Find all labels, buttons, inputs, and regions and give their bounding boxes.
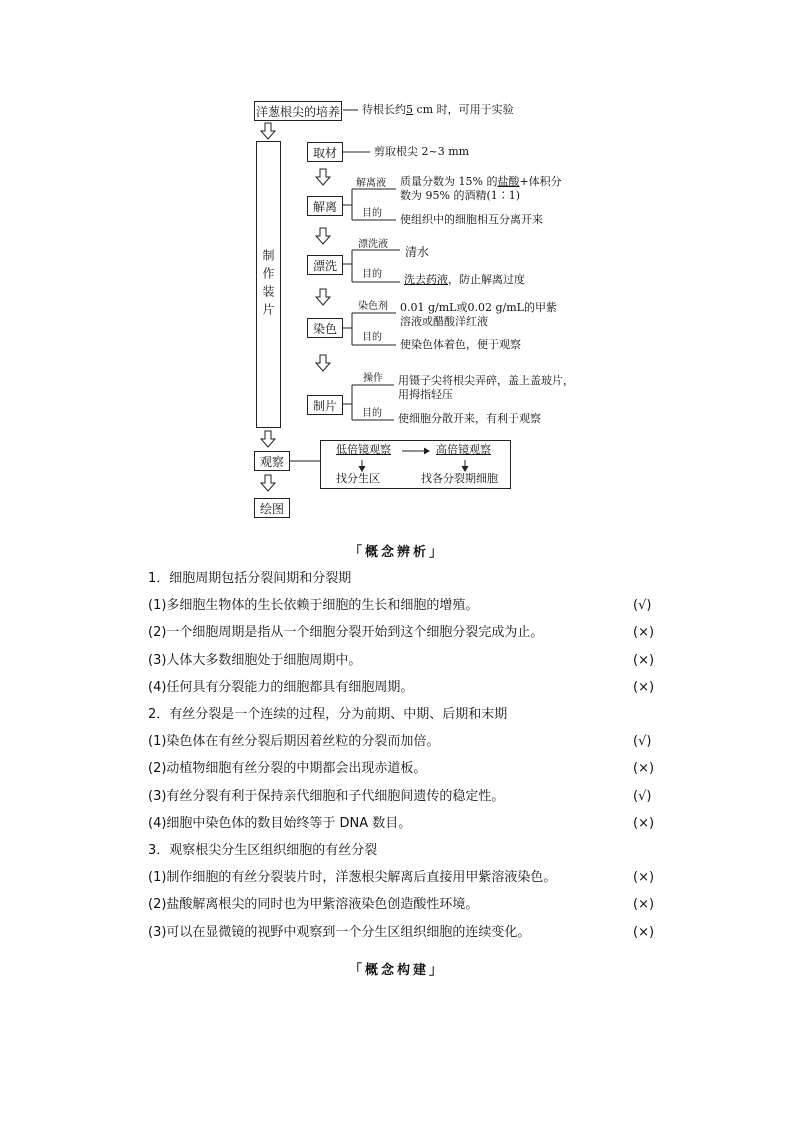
staining-purpose: 使染色体着色，便于观察: [400, 338, 521, 351]
low-power-task: 找分生区: [336, 472, 380, 485]
dissociation-liquid-tag: 解离液: [356, 178, 386, 189]
staining-purpose-tag: 目的: [362, 332, 382, 343]
judgement-mark: (×): [633, 815, 655, 831]
low-power-observation: 低倍镜观察: [336, 443, 391, 456]
judgement-mark: (√): [633, 598, 652, 614]
step-sampling-box: [307, 142, 343, 162]
statement-item: (3)人体大多数细胞处于细胞周期中。: [148, 652, 362, 668]
dissociation-purpose-tag: 目的: [362, 208, 382, 219]
group-title: 1．细胞周期包括分裂间期和分裂期: [148, 571, 352, 586]
statement-item: (2)盐酸解离根尖的同时也为甲紫溶液染色创造酸性环境。: [148, 897, 479, 913]
statement-item: (4)细胞中染色体的数目始终等于 DNA 数目。: [148, 815, 412, 831]
step-mounting-box: [307, 395, 343, 415]
judgement-mark: (×): [633, 897, 655, 913]
statement-item: (1)多细胞生物体的生长依赖于细胞的生长和细胞的增殖。: [148, 598, 479, 614]
draw-label: 绘图: [259, 501, 284, 516]
down-arrow-icon: [316, 289, 330, 305]
staining-liquid-line1: 0.01 g/mL或0.02 g/mL的甲紫: [400, 301, 557, 314]
step-rinsing-box: [307, 255, 343, 275]
draw-box: [254, 498, 290, 518]
mounting-op-line1: 用镊子尖将根尖弄碎，盖上盖玻片，: [398, 374, 574, 387]
high-power-observation: 高倍镜观察: [436, 443, 491, 456]
staining-liquid-tag: 染色剂: [358, 301, 388, 312]
culture-label: 洋葱根尖的培养: [255, 104, 340, 119]
mounting-op-line2: 用拇指轻压: [398, 388, 453, 401]
staining-liquid-line2: 溶液或醋酸洋红液: [400, 315, 488, 328]
rinsing-liquid: 清水: [405, 245, 430, 259]
statement-item: (2)一个细胞周期是指从一个细胞分裂开始到这个细胞分裂完成为止。: [148, 625, 544, 641]
step-rinsing-label: 漂洗: [312, 258, 337, 273]
judgement-mark: (×): [633, 924, 655, 940]
judgement-mark: (×): [633, 652, 655, 668]
down-arrow-icon: [261, 475, 275, 491]
down-arrow-icon: [261, 123, 275, 139]
down-arrow-icon: [316, 169, 330, 185]
mounting-purpose-tag: 目的: [362, 408, 382, 419]
rinsing-purpose-tag: 目的: [362, 269, 382, 280]
step-staining-label: 染色: [312, 321, 337, 336]
dissociation-liquid-line1: 质量分数为 15% 的盐酸+体积分: [400, 175, 562, 188]
statement-item: (4)任何具有分裂能力的细胞都具有细胞周期。: [148, 679, 414, 695]
down-arrow-icon: [261, 431, 275, 447]
step-mounting-label: 制片: [312, 398, 337, 413]
judgement-mark: (×): [633, 679, 655, 695]
group-title: 3．观察根尖分生区组织细胞的有丝分裂: [148, 843, 378, 858]
statement-item: (1)制作细胞的有丝分裂装片时，洋葱根尖解离后直接用甲紫溶液染色。: [148, 870, 557, 886]
making-slide-box: [256, 141, 281, 428]
culture-note: 待根长约5 cm 时，可用于实验: [362, 103, 514, 116]
judgement-mark: (×): [633, 870, 655, 886]
making-slide-label: 制作装片: [261, 248, 275, 321]
mounting-op-tag: 操作: [363, 373, 383, 384]
dissociation-purpose: 使组织中的细胞相互分离开来: [400, 213, 543, 226]
culture-box: [254, 101, 342, 121]
statement-item: (2)动植物细胞有丝分裂的中期都会出现赤道板。: [148, 761, 427, 777]
mounting-purpose: 使细胞分散开来，有利于观察: [398, 412, 541, 425]
rinsing-purpose: 洗去药液，防止解离过度: [404, 273, 525, 286]
judgement-mark: (√): [633, 734, 652, 750]
dissociation-liquid-line2: 数为 95% 的酒精(1∶1): [400, 189, 521, 202]
down-arrow-icon: [316, 228, 330, 244]
step-sampling-label: 取材: [312, 145, 337, 160]
section-heading-concept-analysis: 「概念辨析」: [348, 545, 445, 560]
statement-item: (1)染色体在有丝分裂后期因着丝粒的分裂而加倍。: [148, 734, 440, 750]
rinsing-liquid-tag: 漂洗液: [358, 239, 388, 250]
observe-box: [254, 451, 290, 471]
section-heading-concept-construction: 「概念构建」: [348, 963, 445, 978]
judgement-mark: (×): [633, 761, 655, 777]
observe-label: 观察: [259, 454, 284, 469]
step-staining-box: [307, 318, 343, 338]
step-sampling-note: 剪取根尖 2~3 mm: [374, 145, 470, 158]
statement-item: (3)有丝分裂有利于保持亲代细胞和子代细胞间遗传的稳定性。: [148, 788, 505, 804]
down-arrow-icon: [316, 355, 330, 371]
group-title: 2．有丝分裂是一个连续的过程，分为前期、中期、后期和末期: [148, 707, 508, 722]
high-power-task: 找各分裂期细胞: [421, 472, 498, 485]
statement-item: (3)可以在显微镜的视野中观察到一个分生区组织细胞的连续变化。: [148, 924, 531, 940]
step-dissociation-label: 解离: [312, 199, 337, 214]
judgement-mark: (×): [633, 625, 655, 641]
step-dissociation-box: [307, 196, 343, 216]
judgement-mark: (√): [633, 788, 652, 804]
